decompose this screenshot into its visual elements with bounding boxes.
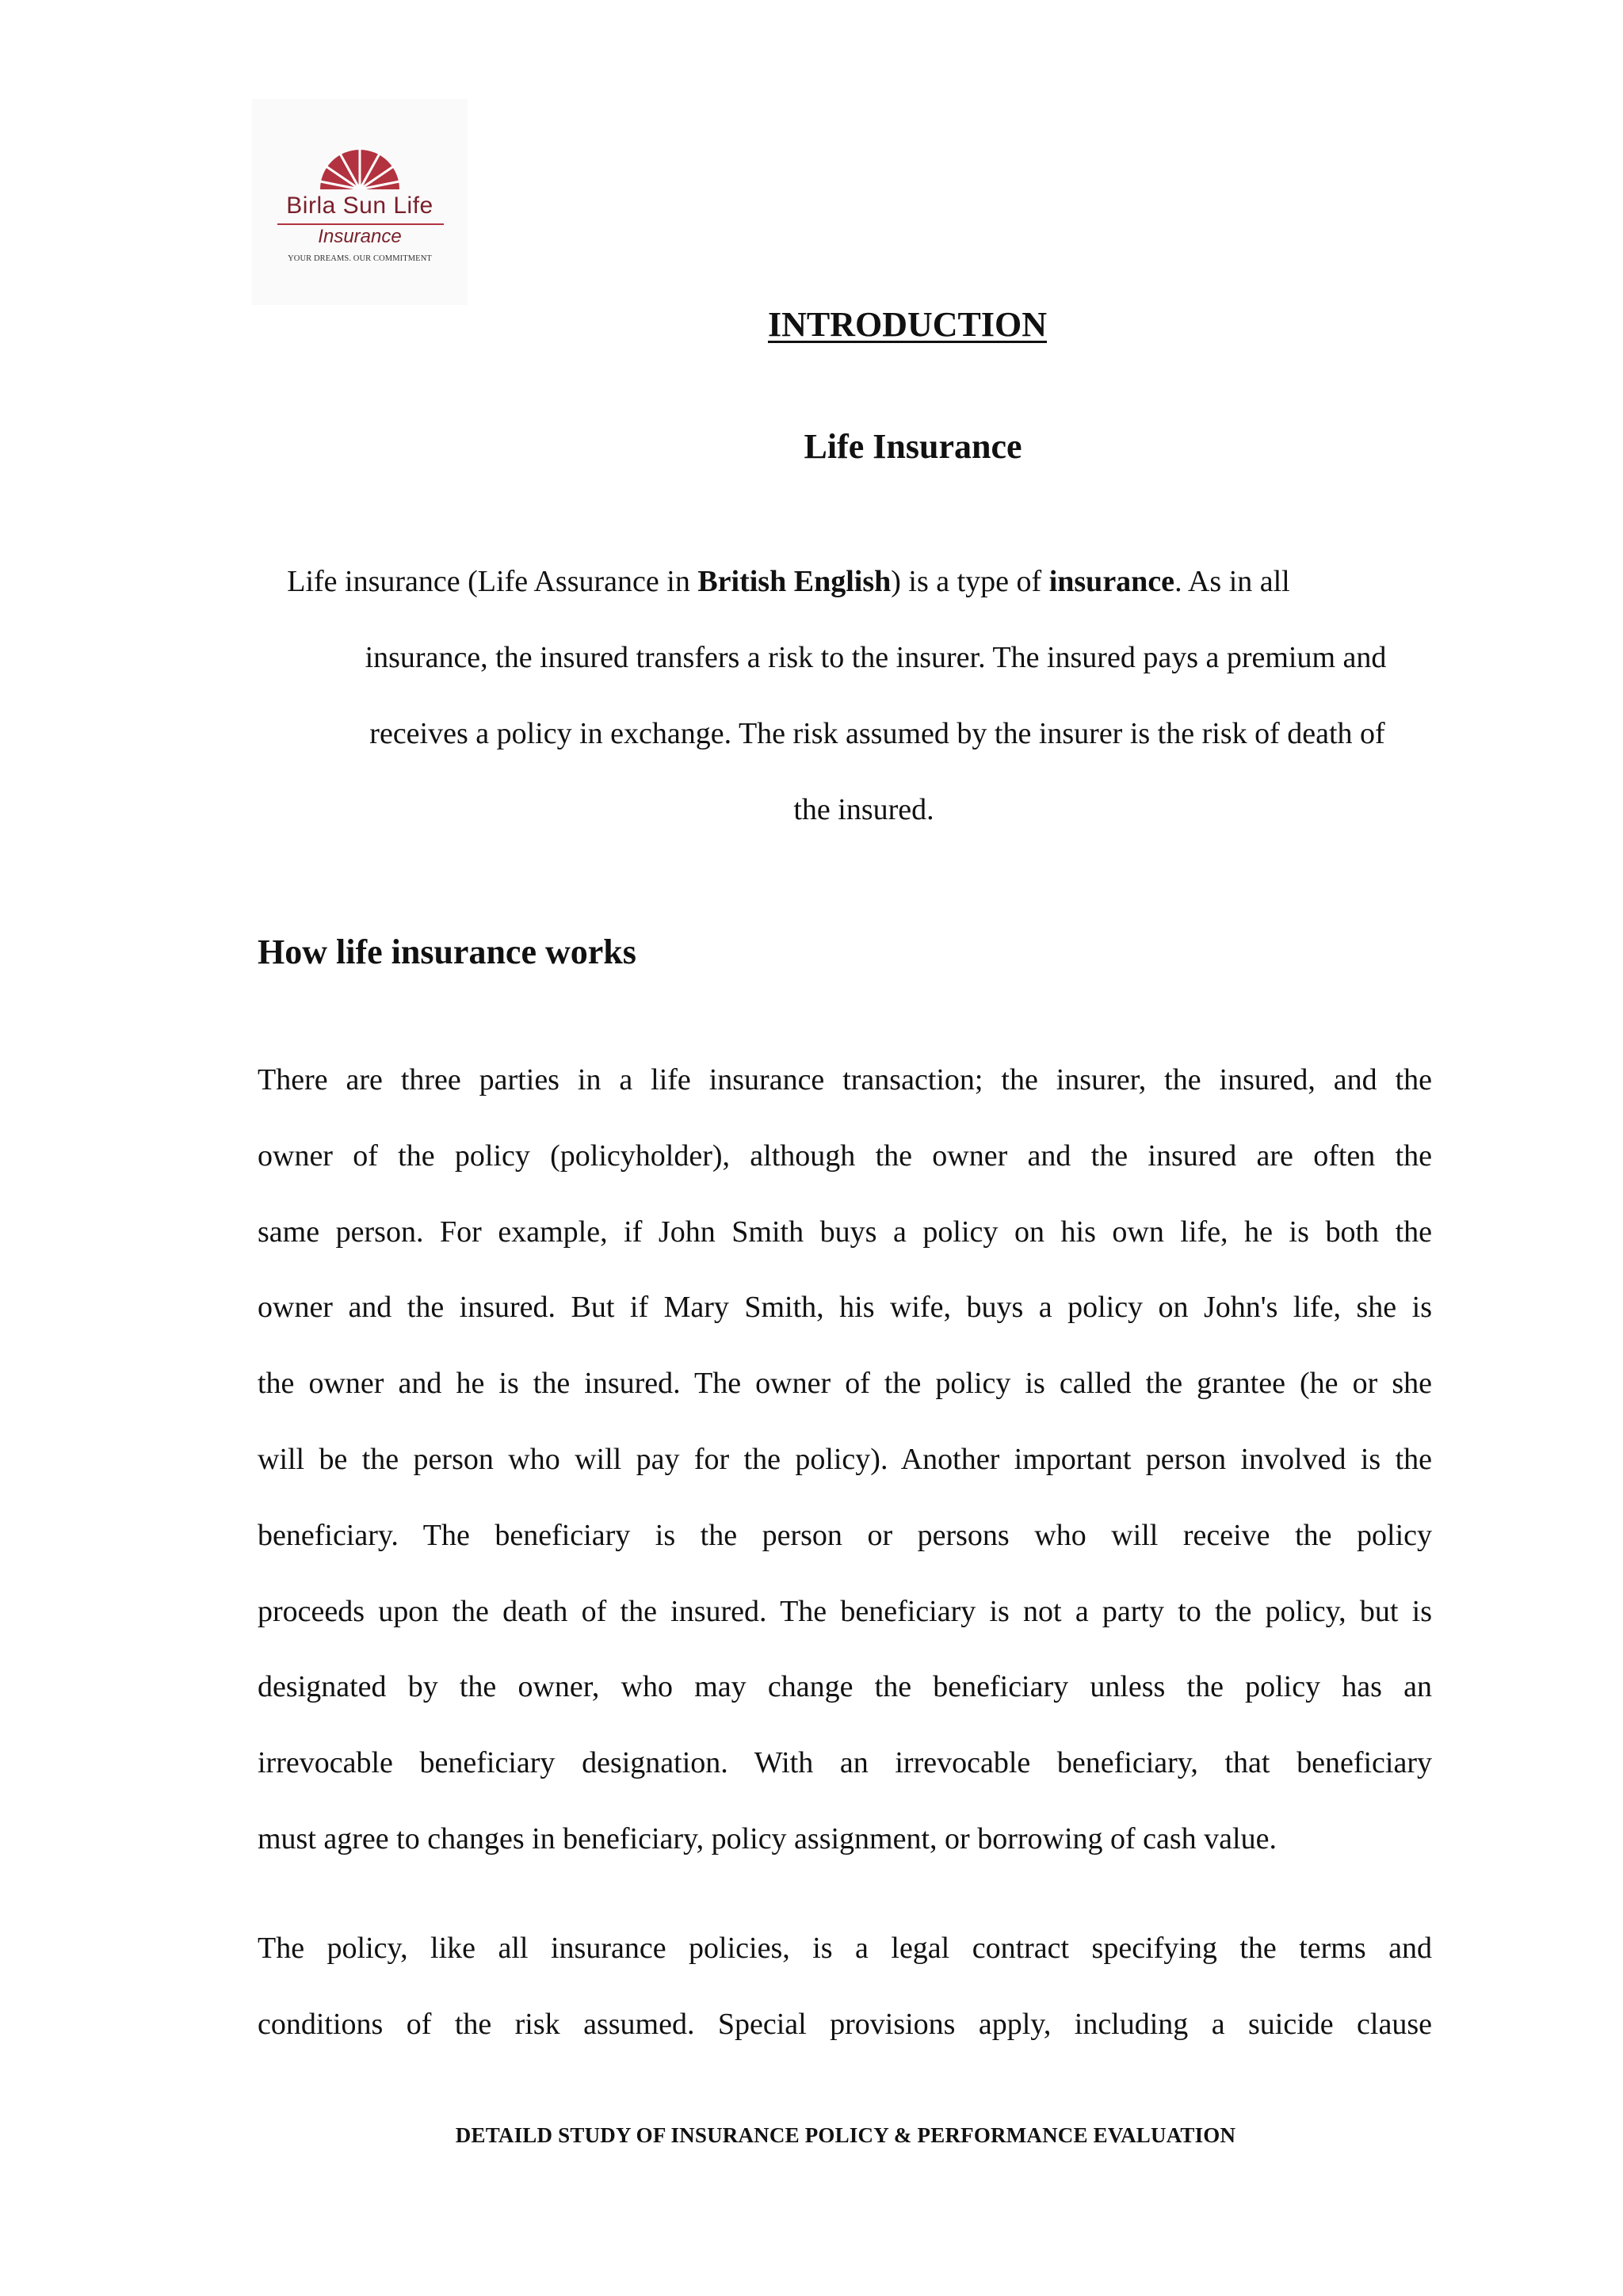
paragraph-line: irrevocable beneficiary designation. With an irrevocable beneficiary, that beneficiary	[258, 1746, 1432, 1780]
paragraph-line: same person. For example, if John Smith buys a policy on his own life, he is both the	[258, 1215, 1432, 1249]
page-title: INTRODUCTION	[767, 305, 1048, 344]
paragraph-line: beneficiary. The beneficiary is the person or persons who will receive the policy	[258, 1518, 1432, 1552]
page-subtitle: Life Insurance	[804, 427, 1022, 466]
intro-bold-term: British English	[697, 565, 892, 598]
company-logo	[252, 99, 468, 305]
logo-brand-name: Birla Sun Life	[286, 193, 433, 219]
paragraph-line: owner of the policy (policyholder), although the owner and the insured are often the	[258, 1138, 1432, 1173]
paragraph-line: designated by the owner, who may change the beneficiary unless the policy has an	[258, 1670, 1432, 1704]
logo-subtitle: Insurance	[318, 226, 402, 247]
intro-line-3: receives a policy in exchange. The risk assumed by the insurer is the risk of death of	[369, 717, 1385, 750]
intro-paragraph	[287, 543, 1434, 848]
intro-text: . As in all	[1174, 565, 1290, 598]
body-paragraph-2	[258, 1911, 1432, 2063]
intro-line-4: the insured.	[793, 793, 934, 826]
paragraph-line: must agree to changes in beneficiary, policy assignment, or borrowing of cash value.	[258, 1821, 1277, 1855]
paragraph-line: The policy, like all insurance policies, is a legal contract specifying the terms and	[258, 1932, 1432, 1965]
paragraph-line: proceeds upon the death of the insured. The beneficiary is not a party to the policy, but is	[258, 1594, 1432, 1628]
body-paragraph-1	[258, 1043, 1432, 1878]
logo-tagline: YOUR DREAMS. OUR COMMITMENT	[288, 254, 432, 263]
paragraph-line: will be the person who will pay for the policy). Another important person involved is the	[258, 1442, 1432, 1476]
paragraph-line: the owner and he is the insured. The owner of the policy is called the grantee (he or she	[258, 1367, 1432, 1401]
paragraph-line: owner and the insured. But if Mary Smith, his wife, buys a policy on John's life, she is	[258, 1291, 1432, 1325]
paragraph-line: There are three parties in a life insurance transaction; the insurer, the insured, and the	[258, 1063, 1432, 1097]
intro-text: Life insurance (Life Assurance in	[287, 565, 698, 598]
intro-line-1	[282, 543, 1295, 620]
intro-bold-term: insurance	[1048, 565, 1175, 598]
intro-text: ) is a type of	[891, 565, 1049, 598]
section-heading: How life insurance works	[258, 933, 636, 971]
logo-divider	[277, 223, 444, 225]
page-footer: DETAILD STUDY OF INSURANCE POLICY & PERFORMANCE EVALUATION	[455, 2123, 1236, 2147]
intro-line-2: insurance, the insured transfers a risk to the insurer. The insured pays a premium and	[365, 641, 1387, 674]
sun-rays-icon	[252, 99, 468, 194]
paragraph-line: conditions of the risk assumed. Special provisions apply, including a suicide clause	[258, 2007, 1432, 2041]
